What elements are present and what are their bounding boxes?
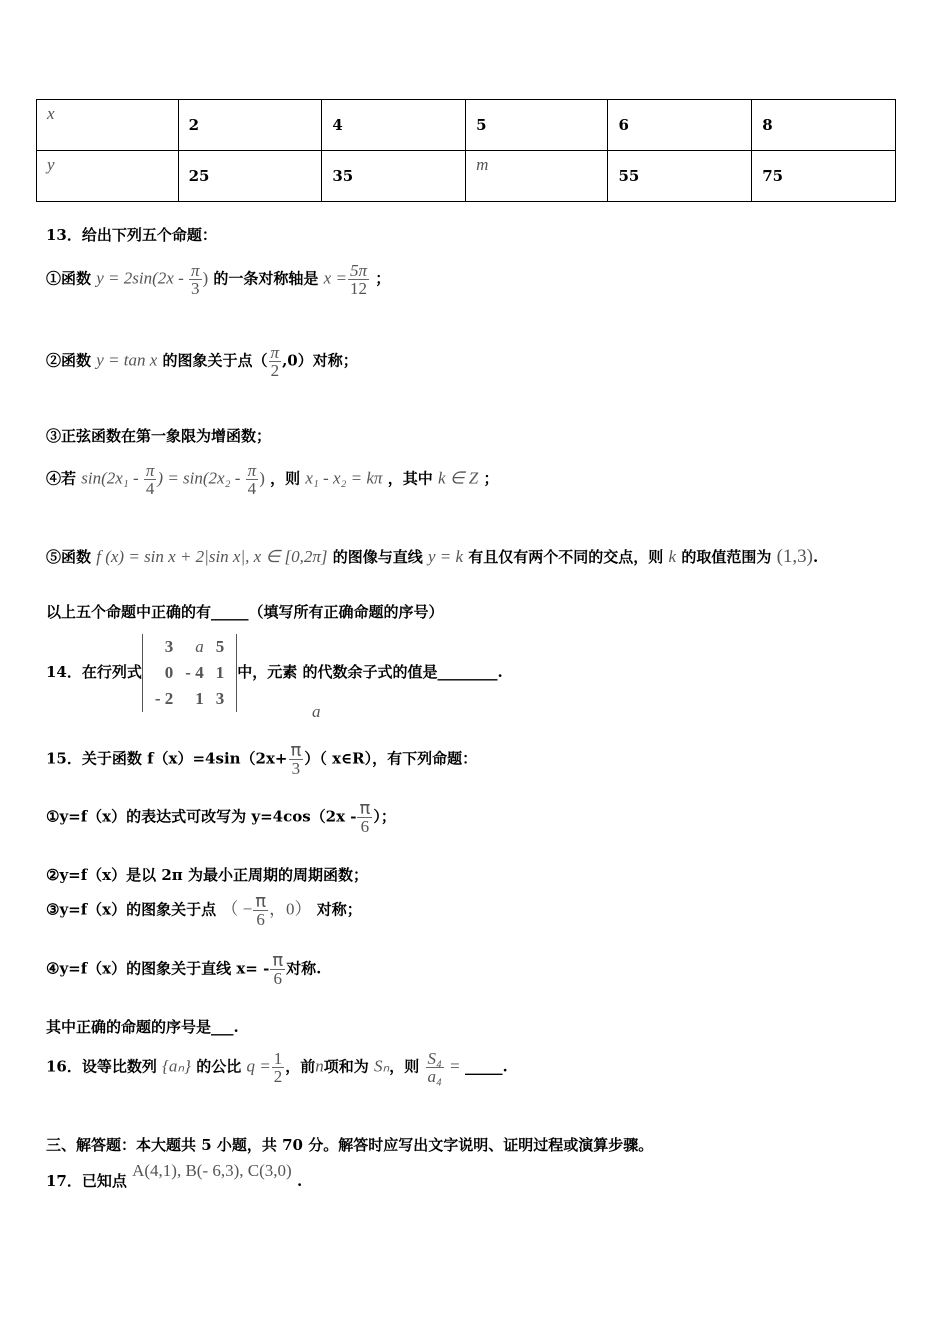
text: 16．设等比数列 [46, 1057, 157, 1076]
table-cell: 25 [178, 151, 322, 202]
text: 项和为 [323, 1057, 369, 1076]
fraction [144, 462, 157, 497]
matrix-cell: 3 [215, 689, 225, 708]
determinant [142, 634, 237, 712]
fraction [426, 1050, 444, 1085]
denominator: 3 [291, 759, 301, 778]
text: 15．关于函数 f（x）=4sin（2x+ [46, 749, 288, 768]
text: 的图象关于点（ [162, 351, 268, 370]
denominator: 4 [247, 479, 257, 498]
q16 [46, 1050, 508, 1085]
text: ，前 [285, 1057, 316, 1076]
matrix-cell: 1 [195, 689, 204, 708]
text: 有且仅有两个不同的交点，则 [468, 548, 664, 566]
table-header-x: x [37, 100, 179, 151]
q15-statement-4 [46, 952, 321, 987]
q14-element-a: a [312, 702, 321, 721]
table-cell: 4 [322, 100, 466, 151]
math-expr: ) [202, 268, 209, 288]
table-cell-variable: m [466, 151, 608, 202]
table-cell: 75 [752, 151, 896, 202]
q15-statement-1 [46, 800, 396, 835]
text: ,0）对称； [282, 351, 358, 370]
text: ）（ x∈R），有下列命题： [304, 749, 478, 768]
text: . [296, 1172, 303, 1190]
text: _____. [464, 1057, 508, 1076]
fraction [348, 262, 369, 297]
math-expr: f (x) = sin x + 2|sin x|, x ∈ [0,2π] [96, 547, 328, 566]
math-expr: {aₙ} [162, 1056, 191, 1076]
text: ③y=f（x）的图象关于点 [46, 900, 217, 919]
fraction [272, 1050, 285, 1085]
numerator: 1 [273, 1049, 283, 1068]
text: ①函数 [46, 269, 92, 288]
text: ，其中 [387, 469, 433, 488]
matrix-cell: - 2 [154, 689, 174, 708]
text: ，则 [389, 1057, 420, 1076]
q15-statement-3 [46, 893, 362, 928]
math-expr: ) [259, 468, 265, 488]
table-cell: 8 [752, 100, 896, 151]
numerator: π [190, 261, 200, 280]
fraction [289, 742, 304, 777]
math-expr: y = k [428, 547, 464, 566]
math-expr: ) = sin(2x₂ - [157, 468, 245, 488]
numerator: π [145, 461, 155, 480]
table-cell: 55 [608, 151, 752, 202]
denominator: 6 [360, 817, 370, 836]
fraction [270, 952, 285, 987]
q13-footer: 以上五个命题中正确的有_____（填写所有正确命题的序号） [46, 603, 444, 621]
denominator: 4 [145, 479, 155, 498]
matrix-cell: 0 [164, 663, 174, 682]
matrix-cell: 5 [215, 637, 225, 656]
q13-statement-4 [46, 462, 499, 497]
text: 17．已知点 [46, 1172, 127, 1190]
q15-title [46, 742, 477, 777]
table-cell: 35 [322, 151, 466, 202]
fraction [357, 800, 372, 835]
table-cell: 5 [466, 100, 608, 151]
table-header-y: y [37, 151, 179, 202]
table-cell: 6 [608, 100, 752, 151]
numerator: π [270, 343, 280, 362]
table-row [37, 100, 896, 151]
text: ）； [373, 807, 396, 826]
math-expr: n [315, 1056, 324, 1076]
fraction [269, 344, 282, 379]
math-expr: sin(2x₁ - [81, 468, 143, 488]
fraction [189, 262, 202, 297]
q13-statement-3: ③正弦函数在第一象限为增函数； [46, 427, 272, 445]
math-expr: Sₙ [373, 1056, 390, 1076]
q17 [46, 1160, 303, 1190]
numerator: π [255, 891, 267, 912]
text: ④若 [46, 469, 77, 488]
text: ； [483, 469, 499, 488]
text: 的一条对称轴是 [213, 269, 319, 288]
fraction [253, 893, 268, 928]
math-expr: k [668, 547, 677, 566]
denominator: 2 [273, 1067, 283, 1086]
text: 中，元素 的代数余子式的值是________. [237, 663, 503, 681]
numerator: π [290, 740, 302, 761]
numerator: π [247, 461, 257, 480]
numerator: π [359, 798, 371, 819]
math-expr: ，0） [269, 899, 312, 919]
text: ； [375, 269, 391, 288]
math-expr: k ∈ Z [437, 468, 479, 488]
text: 的公比 [196, 1057, 242, 1076]
text: ，则 [270, 469, 301, 488]
q14 [46, 634, 503, 712]
denominator: 3 [191, 279, 200, 298]
q15-footer: 其中正确的命题的序号是___. [46, 1018, 239, 1036]
math-expr: （ − [221, 899, 253, 919]
text: 14．在行列式 [46, 663, 142, 681]
denominator: a₄ [427, 1067, 442, 1086]
math-expr: = [450, 1056, 460, 1076]
numerator: S₄ [427, 1049, 442, 1068]
matrix-cell: - 4 [185, 663, 204, 682]
matrix-cell: a [195, 637, 204, 656]
section-3-title: 三、解答题：本大题共 5 小题，共 70 分。解答时应写出文字说明、证明过程或演算步骤。 [46, 1136, 654, 1154]
numerator: 5π [349, 261, 367, 280]
text: 的取值范围为 [681, 548, 772, 566]
q13-statement-5 [46, 546, 818, 568]
q15-statement-2: ②y=f（x）是以 2π 为最小正周期的周期函数； [46, 866, 368, 884]
math-expr: x₁ - x₂ = kπ [305, 468, 383, 488]
matrix-cell: 1 [215, 663, 225, 682]
table-row [37, 151, 896, 202]
text: 的图像与直线 [332, 548, 423, 566]
denominator: 12 [349, 279, 367, 298]
math-expr: (1,3) [776, 546, 813, 567]
text: ①y=f（x）的表达式可改写为 y=4cos（2x - [46, 807, 357, 826]
math-expr: q = [246, 1056, 271, 1076]
text: ②函数 [46, 351, 92, 370]
math-expr: A(4,1), B(- 6,3), C(3,0) [132, 1161, 292, 1180]
q13-statement-1 [46, 262, 390, 297]
text: . [812, 548, 819, 566]
matrix-cell: 3 [164, 637, 174, 656]
q13-title: 13．给出下列五个命题： [46, 226, 217, 244]
math-expr: y = 2sin(2x - [96, 268, 188, 288]
denominator: 2 [270, 361, 280, 380]
math-expr: x = [323, 268, 347, 288]
text: ⑤函数 [46, 548, 92, 566]
data-table [36, 99, 896, 202]
q13-statement-2 [46, 344, 358, 379]
denominator: 6 [256, 910, 265, 929]
denominator: 6 [273, 969, 282, 988]
text: ④y=f（x）的图象关于直线 x= - [46, 959, 270, 978]
text: 对称. [286, 959, 322, 978]
fraction [246, 462, 259, 497]
numerator: π [272, 950, 284, 971]
table-cell: 2 [178, 100, 322, 151]
text: 对称； [316, 900, 362, 919]
math-expr: y = tan x [96, 350, 158, 370]
